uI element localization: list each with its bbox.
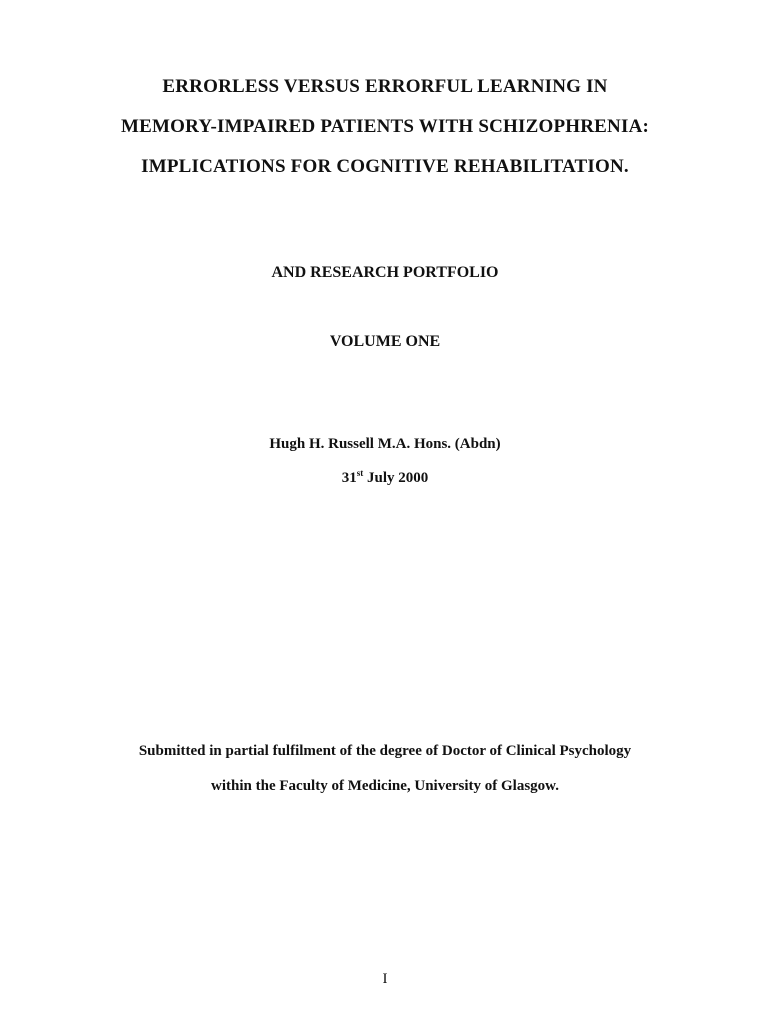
title-line-1: ERRORLESS VERSUS ERRORFUL LEARNING IN (162, 76, 608, 97)
portfolio-heading: AND RESEARCH PORTFOLIO (271, 264, 499, 281)
date-rest: July 2000 (363, 470, 429, 486)
date-line (0, 470, 770, 487)
submission-line-1: Submitted in partial fulfilment of the degree of Doctor of Clinical Psychology (138, 743, 632, 759)
page-number: I (382, 971, 388, 987)
author-line: Hugh H. Russell M.A. Hons. (Abdn) (269, 436, 501, 452)
volume-heading: VOLUME ONE (329, 333, 441, 350)
submission-line-2: within the Faculty of Medicine, University of Glasgow. (211, 778, 559, 794)
title-line-3: IMPLICATIONS FOR COGNITIVE REHABILITATION. (141, 156, 629, 177)
title-line-2: MEMORY-IMPAIRED PATIENTS WITH SCHIZOPHRENIA: (120, 116, 650, 137)
date-day: 31 (341, 470, 357, 486)
date-suffix: st (356, 468, 364, 478)
